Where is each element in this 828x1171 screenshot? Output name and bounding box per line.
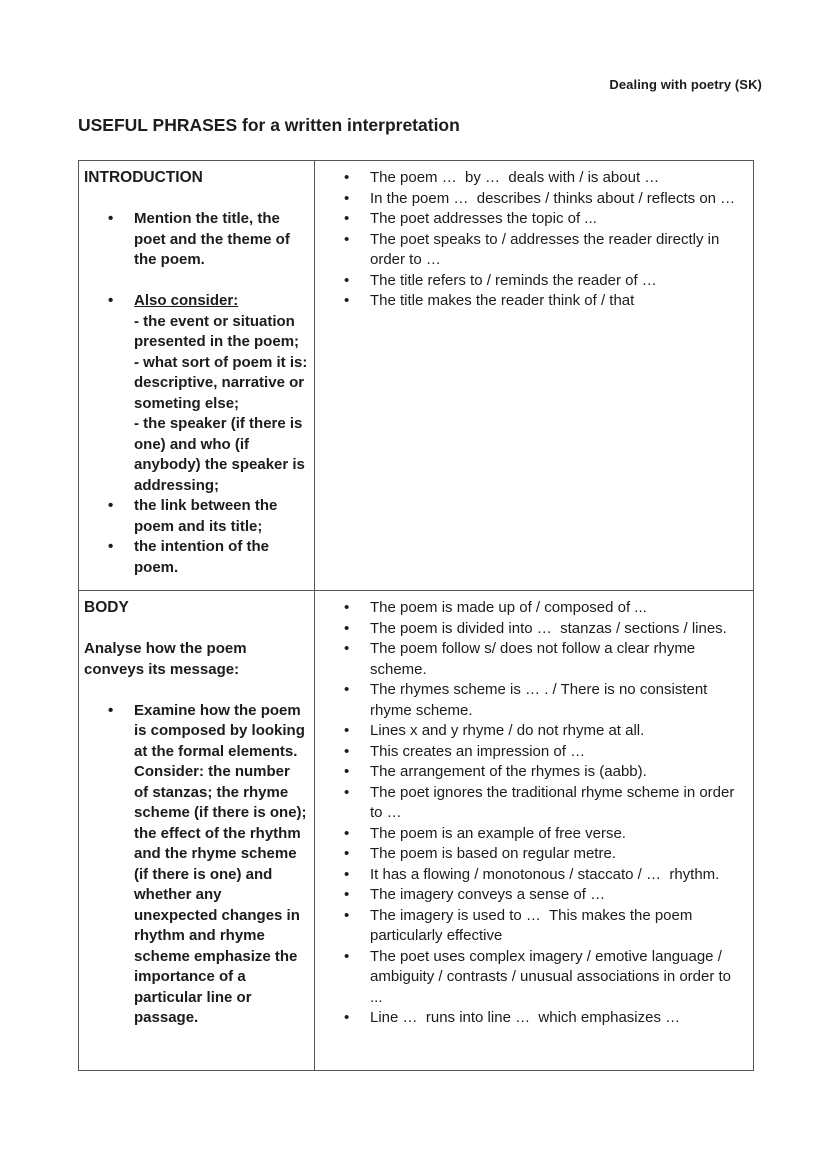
list-item-text: The poet addresses the topic of ... [370,210,597,227]
list-item-text: The rhymes scheme is … . / There is no consistent rhyme scheme. [370,681,712,719]
list-item [84,701,311,1029]
list-item [84,496,308,537]
list-item [315,168,747,189]
list-item-text: In the poem … describes / thinks about / reflects on … [370,189,736,207]
list-item [315,885,747,906]
list-item: - the speaker (if there is one) and who (if anybody) the speaker is addressing; [134,415,310,494]
list-item [315,271,747,292]
list-item [315,1008,747,1029]
list-item [315,844,747,865]
cell-body-guidelines [79,591,315,1070]
list-item-text: the link between the poem and its title; [134,497,282,535]
document-header: Dealing with poetry (SK) [609,77,762,92]
list-item-text: The title refers to / reminds the reader of … [370,271,657,289]
list-item-text: The imagery conveys a sense of … [370,886,606,903]
list-item-text: the intention of the poem. [134,538,274,576]
cell-introduction-guidelines [79,161,315,590]
list-item-text: The poet uses complex imagery / emotive language / ambiguity / contrasts / unusual associations in order to ... [370,947,736,1006]
list-item [315,291,747,312]
list-item-text: The poem is an example of free verse. [370,824,626,842]
list-item-text: Lines x and y rhyme / do not rhyme at all. [370,722,645,739]
list-item [315,947,747,1009]
page-title: USEFUL PHRASES for a written interpretation [78,115,460,135]
list-item [84,291,312,496]
list-item [315,598,747,619]
list-item [315,865,747,886]
list-item-text: Line … runs into line … which emphasizes … [370,1009,681,1026]
list-item [315,680,747,721]
list-item-text: The poet speaks to / addresses the reader directly in order to … [370,230,724,268]
list-item [315,209,747,230]
list-item [315,762,747,783]
list-item-text: The poet ignores the traditional rhyme scheme in order to … [370,783,739,821]
list-item-text: The poem is based on regular metre. [370,845,616,862]
body-instruction-text: Analyse how the poem conveys its message: [84,640,247,678]
list-item [84,209,308,271]
list-item [315,742,747,763]
body-guidelines-list [84,701,311,1029]
list-item-text: The poem … by … deals with / is about … [370,169,660,186]
list-item-text: The arrangement of the rhymes is (aabb). [370,763,647,780]
list-item [84,537,308,578]
list-item-text: The poem is divided into … stanzas / sections / lines. [370,619,727,637]
useful-phrases-table [78,160,754,1071]
list-item-text: The poem is made up of / composed of ... [370,599,647,616]
list-item-text: Mention the title, the poet and the theme of the poem. [134,210,295,268]
list-item-text: The imagery is used to … This makes the poem particularly effective [370,906,697,944]
introduction-phrases-list [315,168,747,312]
list-item [315,906,747,947]
section-heading-body: BODY [84,599,129,616]
list-item-text: This creates an impression of … [370,742,586,760]
list-item-text: It has a flowing / monotonous / staccato / … rhythm. [370,865,720,883]
list-item [315,783,747,824]
list-item: - the event or situation presented in the poem; [134,312,300,350]
table-row-introduction [79,161,753,591]
list-item [315,721,747,742]
list-item [315,619,747,640]
also-consider-sublines [134,312,312,497]
list-item [315,824,747,845]
list-item [315,230,747,271]
list-item-text: The title makes the reader think of / that [370,292,635,309]
list-item-text: The poem follow s/ does not follow a clear rhyme scheme. [370,640,700,678]
list-item-text: Examine how the poem is composed by looking at the formal elements. Consider: the number of stanzas; the rhyme scheme (if there is one); the effect of the rhythm and the rhyme scheme (if there is one) and whether any unexpected changes in rhythm and rhyme scheme emphasize the importance of a particular line or passage. [134,701,311,1026]
cell-body-phrases [315,591,753,1070]
list-item [315,639,747,680]
section-heading-introduction: INTRODUCTION [84,169,203,186]
body-phrases-list [315,598,747,1029]
also-consider-label: Also consider: [134,292,239,309]
list-item: - what sort of poem it is: descriptive, narrative or someting else; [134,353,312,412]
cell-introduction-phrases [315,161,753,590]
introduction-guidelines-list [84,209,312,578]
list-item [315,189,747,210]
table-row-body [79,591,753,1070]
